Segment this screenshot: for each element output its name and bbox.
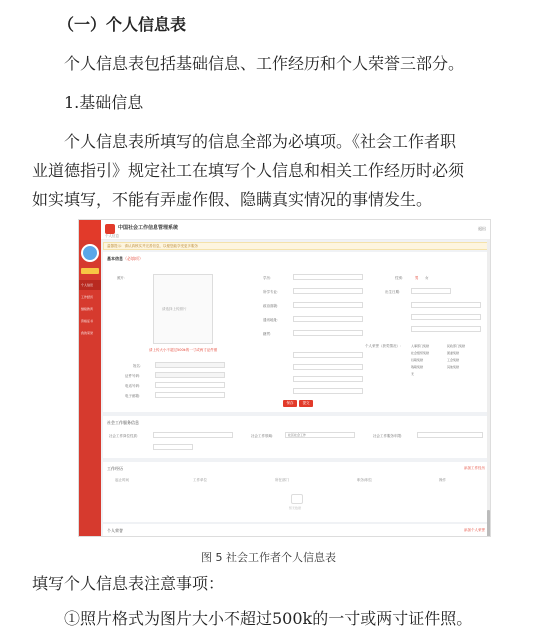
extra-field[interactable] [293, 364, 363, 370]
education-label: 学历： [263, 276, 274, 280]
logout-link[interactable]: 退出 [478, 226, 486, 231]
award-option[interactable]: 无 [411, 372, 415, 376]
photo-tip: 请上传大小不超过500k的一寸或两寸证件照 [149, 348, 218, 352]
phone-label: 电话号码： [125, 384, 143, 388]
award-option[interactable]: 社会组织奖励 [411, 351, 430, 355]
phone-field[interactable] [155, 382, 225, 388]
edit-profile-button[interactable] [81, 268, 99, 274]
sidebar-item-honors[interactable]: 我的荣誉 [81, 331, 94, 335]
notes-title: 填写个人信息表注意事项： [32, 574, 225, 593]
sidebar-header [79, 220, 101, 240]
extra-field[interactable] [293, 352, 363, 358]
basic-info-title: 基本信息（必填项） [107, 256, 143, 261]
section-heading: （一）个人信息表 [58, 15, 187, 34]
scroll-thumb[interactable] [487, 510, 490, 537]
social-work-card [103, 416, 489, 458]
native-field[interactable] [293, 330, 363, 336]
honor-card [103, 524, 489, 537]
social-field-select[interactable] [153, 432, 233, 438]
email-field[interactable] [155, 392, 225, 398]
award-option[interactable]: 工会奖励 [447, 358, 460, 362]
address-field[interactable] [293, 316, 363, 322]
political-label: 政治面貌： [263, 304, 281, 308]
breadcrumb: 个人信息 [105, 234, 119, 238]
empty-state-text: 暂无数据 [289, 506, 302, 510]
work-history-title: 工作经历 [107, 466, 123, 471]
save-button[interactable]: 保存 [283, 400, 297, 407]
social-field-label: 社会工作服务年限： [373, 434, 405, 438]
extra-field[interactable] [293, 388, 363, 394]
education-select[interactable] [293, 274, 363, 280]
gender-label: 性别： [395, 276, 406, 280]
sidebar-nav [79, 240, 101, 537]
submit-button[interactable]: 提交 [299, 400, 313, 407]
paragraph-line: 如实填写，不能有弄虚作假、隐瞒真实情况的事情发生。 [32, 190, 433, 209]
photo-hint: 请选择上传照片 [162, 307, 187, 311]
work-history-card [103, 462, 489, 522]
email-label: 电子邮箱： [125, 394, 143, 398]
note-item: ①照片格式为图片大小不超过500k的一寸或两寸证件照。 [64, 609, 473, 628]
field[interactable] [411, 326, 481, 332]
table-header: 起止时间 [115, 478, 129, 482]
photo-label: 照片： [117, 276, 128, 280]
award-option[interactable]: 人事部门奖励 [411, 344, 430, 348]
basic-info-card [103, 252, 489, 412]
awards-label: 个人荣誉（获奖情况）： [365, 344, 404, 348]
field[interactable] [411, 314, 481, 320]
scrollbar[interactable] [487, 240, 490, 537]
id-field[interactable] [155, 372, 225, 378]
sidebar-item-work[interactable]: 工作经历 [81, 295, 94, 299]
top-bar [101, 220, 491, 240]
extra-field[interactable] [293, 376, 363, 382]
add-work-link[interactable]: 添加工作经历 [464, 466, 485, 470]
award-option[interactable]: 其他奖励 [447, 365, 460, 369]
honor-title: 个人荣誉 [107, 528, 123, 533]
sidebar-item-personal-info[interactable]: 个人信息 [79, 280, 101, 290]
birth-field[interactable] [411, 288, 451, 294]
social-field-label: 社会工作岗位性质： [109, 434, 141, 438]
table-header: 职务/职位 [357, 478, 373, 482]
major-field[interactable] [293, 288, 363, 294]
award-option[interactable]: 民政部门奖励 [447, 344, 466, 348]
sidebar-item-education[interactable]: 继续教育 [81, 307, 94, 311]
add-honor-link[interactable]: 添加个人荣誉 [464, 528, 485, 532]
birth-label: 出生日期： [385, 290, 403, 294]
table-header: 所在部门 [275, 478, 289, 482]
subheading-basic-info: 1.基础信息 [64, 93, 144, 112]
native-label: 籍贯： [263, 332, 274, 336]
table-header: 工作单位 [193, 478, 207, 482]
notice-banner: 温馨提示：请认真核实并完善信息，以便您能享受更多服务 [103, 242, 489, 250]
field[interactable] [411, 302, 481, 308]
photo-upload[interactable] [153, 274, 213, 344]
table-header: 操作 [439, 478, 446, 482]
social-field-input[interactable] [417, 432, 483, 438]
political-select[interactable] [293, 302, 363, 308]
paragraph-line: 个人信息表所填写的信息全部为必填项。《社会工作者职 [64, 132, 457, 151]
name-label: 姓名： [133, 364, 144, 368]
award-option[interactable]: 团委奖励 [447, 351, 460, 355]
sidebar-panel [79, 220, 101, 537]
gender-option[interactable]: 男 [415, 276, 419, 280]
name-field[interactable] [155, 362, 225, 368]
social-field-input[interactable] [153, 444, 193, 450]
social-work-title: 社会工作服务信息 [107, 420, 139, 425]
social-field-select[interactable]: 社区社会工作 [285, 432, 355, 438]
figure-caption: 图 5 社会工作者个人信息表 [201, 551, 336, 564]
social-field-label: 社会工作领域： [251, 434, 276, 438]
app-title: 中国社会工作信息管理系统 [118, 225, 179, 231]
award-option[interactable]: 妇联奖励 [411, 358, 424, 362]
paragraph-line: 业道德指引》规定社工在填写个人信息和相关工作经历时必须 [32, 161, 465, 180]
address-label: 通讯地址： [263, 318, 281, 322]
app-logo-icon [105, 224, 115, 234]
id-label: 证件号码： [125, 374, 143, 378]
avatar[interactable] [81, 244, 99, 262]
gender-option[interactable]: 女 [425, 276, 429, 280]
major-label: 所学专业： [263, 290, 281, 294]
figure-screenshot [78, 219, 491, 537]
empty-box-icon [291, 494, 303, 504]
sidebar-item-certificates[interactable]: 资格证书 [81, 319, 94, 323]
award-option[interactable]: 残联奖励 [411, 365, 424, 369]
paragraph-intro: 个人信息表包括基础信息、工作经历和个人荣誉三部分。 [64, 54, 465, 73]
